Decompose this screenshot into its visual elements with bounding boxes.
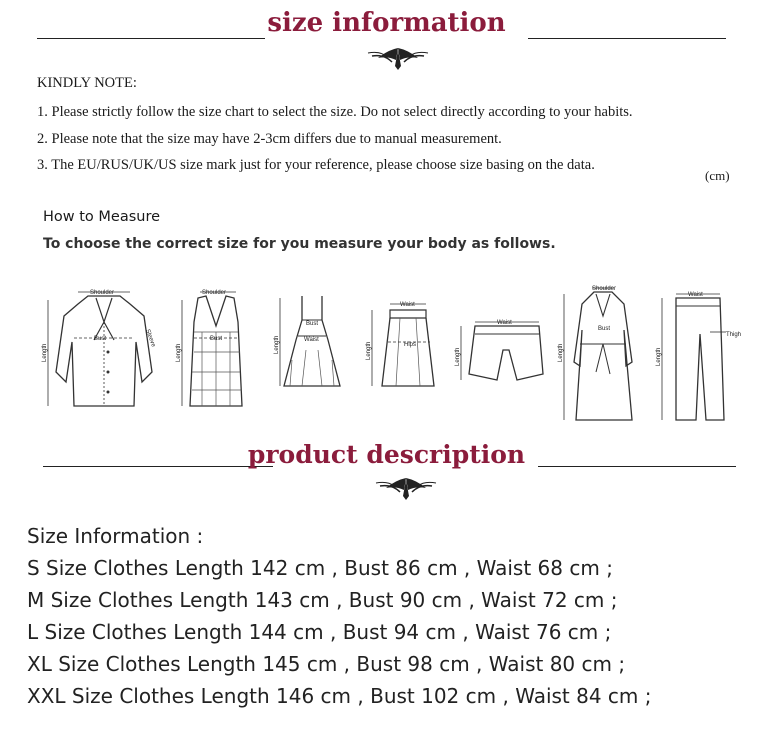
- unit-label: (cm): [705, 168, 730, 183]
- waist-label: Waist: [400, 302, 415, 308]
- how-to-measure-subheading: To choose the correct size for you measure your body as follows.: [43, 236, 556, 252]
- waist-label: Waist: [688, 292, 703, 298]
- shirt-icon: [38, 282, 168, 427]
- how-to-measure-heading: How to Measure: [43, 209, 161, 225]
- ornament-icon: [374, 474, 438, 502]
- shoulder-label: Shoulder: [592, 286, 617, 292]
- length-label: Length: [455, 347, 461, 366]
- camisole-icon: [172, 282, 262, 427]
- length-label: Length: [656, 347, 662, 366]
- size-line: XXL Size Clothes Length 146 cm , Bust 102 cm , Waist 84 cm ;: [27, 684, 652, 708]
- ornament-icon: [366, 44, 430, 72]
- bust-label: Bust: [306, 321, 319, 327]
- note-item: 1. Please strictly follow the size chart to select the size. Do not select directly according to your habits.: [37, 104, 633, 120]
- kindly-note-heading: KINDLY NOTE:: [37, 75, 137, 91]
- header-rule-right: [528, 38, 726, 39]
- size-line: M Size Clothes Length 143 cm , Bust 90 cm , Waist 72 cm ;: [27, 588, 618, 612]
- shoulder-label: Shoulder: [90, 290, 115, 296]
- thigh-label: Thigh: [726, 332, 742, 338]
- note-item: 2. Please note that the size may have 2-3cm differs due to manual measurement.: [37, 131, 502, 147]
- shorts-icon: [455, 310, 555, 395]
- length-label: Length: [176, 343, 182, 362]
- length-label: Length: [366, 341, 372, 360]
- size-line: S Size Clothes Length 142 cm , Bust 86 cm , Waist 68 cm ;: [27, 556, 613, 580]
- trousers-icon: [650, 284, 760, 434]
- size-info-title: Size Information :: [27, 524, 204, 548]
- bust-label: Bust: [94, 336, 107, 342]
- waist-label: Waist: [304, 337, 319, 343]
- section-title: size information: [267, 8, 506, 38]
- size-line: XL Size Clothes Length 145 cm , Bust 98 cm , Waist 80 cm ;: [27, 652, 626, 676]
- length-label: Length: [274, 335, 280, 354]
- section-title: product description: [247, 440, 526, 469]
- length-label: Length: [42, 343, 48, 362]
- dress-icon: [272, 290, 352, 405]
- hips-label: Hips: [404, 342, 417, 348]
- note-item: 3. The EU/RUS/UK/US size mark just for your reference, please choose size basing on the data.: [37, 157, 595, 173]
- product-description-header: [0, 430, 773, 510]
- bust-label: Bust: [598, 326, 611, 332]
- shoulder-label: Shoulder: [202, 290, 227, 296]
- waist-label: Waist: [497, 320, 512, 326]
- length-label: Length: [558, 343, 564, 362]
- size-line: L Size Clothes Length 144 cm , Bust 94 cm , Waist 76 cm ;: [27, 620, 612, 644]
- header-rule-left: [37, 38, 265, 39]
- skirt-icon: [360, 294, 450, 399]
- sleeve-label: Sleeve: [144, 328, 157, 348]
- size-information-header: [0, 0, 773, 75]
- trench-coat-icon: [552, 282, 652, 432]
- bust-label: Bust: [210, 336, 223, 342]
